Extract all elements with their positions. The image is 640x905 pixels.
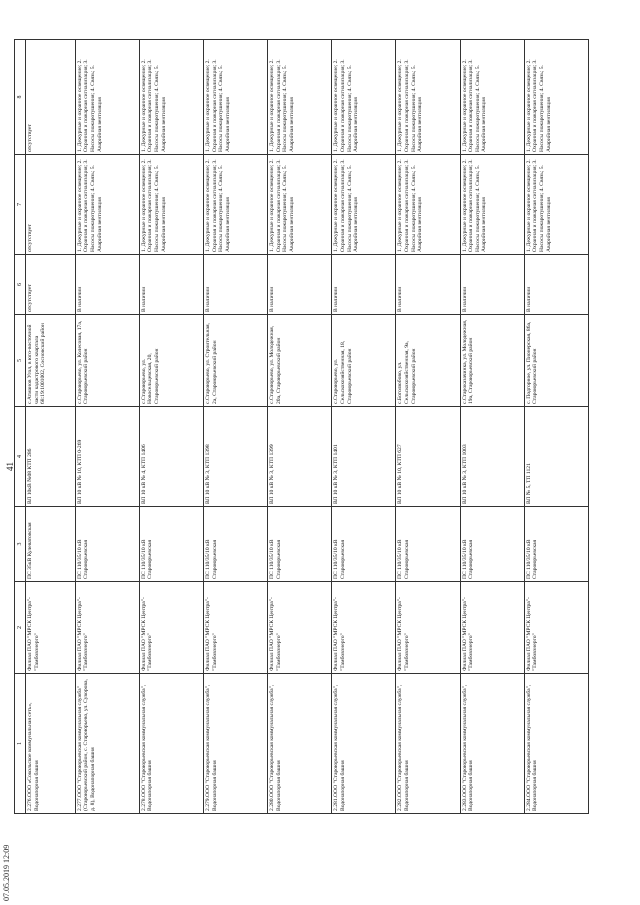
technological-load-cell: отсутствует (26, 40, 76, 155)
feeder-cell: ВЛ 10 кВ № 3, КТП 1401 (332, 407, 396, 507)
feeder-cell: ВЛ 10кВ №08 КТП 286 (26, 407, 76, 507)
table-row (75, 40, 139, 814)
address-cell: с.Староюрьево, ул. Колесовая, 17а, Староюрьевский район (75, 315, 139, 407)
feeder-cell: ВЛ 10 кВ № 10, КТП 0-269 (75, 407, 139, 507)
emergency-load-cell: 1. Дежурные и охранное освещение; 2. Охранная и пожарная сигнализация; 3. Насосы пожаротушения; 4. Связь; 5. Аварийная вентиляция (268, 155, 332, 255)
table-row (332, 40, 396, 814)
availability-cell: В наличии (396, 255, 460, 315)
emergency-load-cell: 1. Дежурные и охранное освещение; 2. Охранная и пожарная сигнализация; 3. Насосы пожаротушения; 4. Связь; 5. Аварийная вентиляция (396, 155, 460, 255)
technological-load-cell: 1. Дежурные и охранное освещение; 2. Охранная и пожарная сигнализация; 3. Насосы пожаротушения; 4. Связь; 5. Аварийная вентиляция (75, 40, 139, 155)
technological-load-cell: 1. Дежурные и охранное освещение; 2. Охранная и пожарная сигнализация; 3. Насосы пожаротушения; 4. Связь; 5. Аварийная вентиляция (524, 40, 588, 155)
column-number-row (15, 40, 26, 814)
emergency-load-cell: 1. Дежурные и охранное освещение; 2. Охранная и пожарная сигнализация; 3. Насосы пожаротушения; 4. Связь; 5. Аварийная вентиляция (332, 155, 396, 255)
substation-cell: ПС 110/35/10 кВ Староюрьевская (268, 507, 332, 582)
availability-cell: В наличии (268, 255, 332, 315)
table-row (460, 40, 524, 814)
column-number: 7 (15, 155, 26, 255)
network-org-cell: Филиал ПАО "МРСК Центра"-"Тамбовэнерго" (460, 582, 524, 674)
network-org-cell: Филиал ПАО "МРСК Центра"-"Тамбовэнерго" (139, 582, 203, 674)
substation-cell: ПС 35кВ Кулеватовская (26, 507, 76, 582)
address-cell: с.Староюрьево, ул. Сельскохозяйственная, 18, Староюрьевский район (332, 315, 396, 407)
technological-load-cell: 1. Дежурные и охранное освещение; 2. Охранная и пожарная сигнализация; 3. Насосы пожаротушения; 4. Связь; 5. Аварийная вентиляция (460, 40, 524, 155)
substation-cell: ПС 110/35/10 кВ Староюрьевская (524, 507, 588, 582)
data-table (14, 39, 589, 814)
availability-cell: В наличии (332, 255, 396, 315)
consumer-cell: 2.276.ООО «Сокольское коммунальная сеть», Водонапорная башня (26, 674, 76, 814)
feeder-cell: ВЛ 10 кВ № 10, КТП 627 (396, 407, 460, 507)
emergency-load-cell: 1. Дежурные и охранное освещение; 2. Охранная и пожарная сигнализация; 3. Насосы пожаротушения; 4. Связь; 5. Аварийная вентиляция (524, 155, 588, 255)
network-org-cell: Филиал ПАО "МРСК Центра"-"Тамбовэнерго" (26, 582, 76, 674)
consumer-cell: 2.284.ООО "Староюрьевская коммунальная служба", Водонапорная башня (524, 674, 588, 814)
consumer-cell: 2.280.ООО "Староюрьевская коммунальная служба", Водонапорная башня (268, 674, 332, 814)
table-row (524, 40, 588, 814)
consumer-cell: 2.277.ООО "Староюрьевская коммунальная служба" (Староюрьевский район, с. Староюрьево, ул. Суворова, д. 8), Водонапорная башня (75, 674, 139, 814)
feeder-cell: ВЛ 10 кВ № 3, КТП 1398 (204, 407, 268, 507)
column-number: 3 (15, 507, 26, 582)
emergency-load-cell: 1. Дежурные и охранное освещение; 2. Охранная и пожарная сигнализация; 3. Насосы пожаротушения; 4. Связь; 5. Аварийная вентиляция (75, 155, 139, 255)
network-org-cell: Филиал ПАО "МРСК Центра"-"Тамбовэнерго" (396, 582, 460, 674)
feeder-cell: ВЛ 10 кВ № 4, КТП 1406 (139, 407, 203, 507)
consumer-cell: 2.282.ООО "Староюрьевская коммунальная служба", Водонапорная башня (396, 674, 460, 814)
substation-cell: ПС 110/35/10 кВ Староюрьевская (75, 507, 139, 582)
table-row (139, 40, 203, 814)
emergency-load-cell: отсутствует (26, 155, 76, 255)
feeder-cell: ВЛ 10 кВ № 3, КТП 1003 (460, 407, 524, 507)
technological-load-cell: 1. Дежурные и охранное освещение; 2. Охранная и пожарная сигнализация; 3. Насосы пожаротушения; 4. Связь; 5. Аварийная вентиляция (396, 40, 460, 155)
network-org-cell: Филиал ПАО "МРСК Центра"-"Тамбовэнерго" (332, 582, 396, 674)
availability-cell: В наличии (524, 255, 588, 315)
column-number: 4 (15, 407, 26, 507)
substation-cell: ПС 110/35/10 кВ Староюрьевская (396, 507, 460, 582)
substation-cell: ПС 110/35/10 кВ Староюрьевская (332, 507, 396, 582)
network-org-cell: Филиал ПАО "МРСК Центра"-"Тамбовэнерго" (268, 582, 332, 674)
column-number: 6 (15, 255, 26, 315)
address-cell: с.Староюрьево, ул. Строительная, 2а, Староюрьевский район (204, 315, 268, 407)
consumer-cell: 2.279.ООО "Староюрьевская коммунальная служба", Водонапорная башня (204, 674, 268, 814)
availability-cell: В наличии (75, 255, 139, 315)
address-cell: с. Подгорное, ул. Пионерская, 86а, Староюрьевский район (524, 315, 588, 407)
availability-cell: отсутствует (26, 255, 76, 315)
table-row (204, 40, 268, 814)
availability-cell: В наличии (204, 255, 268, 315)
availability-cell: В наличии (139, 255, 203, 315)
table-row (396, 40, 460, 814)
rotated-document-page (0, 15, 640, 905)
consumer-cell: 2.281.ООО "Староюрьевская коммунальная служба", Водонапорная башня (332, 674, 396, 814)
column-number: 8 (15, 40, 26, 155)
address-cell: с.Староюрьево, ул. Молодежная, 20а, Староюрьевский район (268, 315, 332, 407)
emergency-load-cell: 1. Дежурные и охранное освещение; 2. Охранная и пожарная сигнализация; 3. Насосы пожаротушения; 4. Связь; 5. Аварийная вентиляция (204, 155, 268, 255)
consumer-cell: 2.278.ООО "Староюрьевская коммунальная служба", Водонапорная башня (139, 674, 203, 814)
table-row (26, 40, 76, 814)
substation-cell: ПС 110/35/10 кВ Староюрьевская (139, 507, 203, 582)
network-org-cell: Филиал ПАО "МРСК Центра"-"Тамбовэнерго" (75, 582, 139, 674)
technological-load-cell: 1. Дежурные и охранное освещение; 2. Охранная и пожарная сигнализация; 3. Насосы пожаротушения; 4. Связь; 5. Аварийная вентиляция (268, 40, 332, 155)
address-cell: с.Староказачинка, ул. Молодежная, 19а, Староюрьевский район (460, 315, 524, 407)
feeder-cell: ВЛ № 5, ТП 1121 (524, 407, 588, 507)
address-cell: с.Атманов Угол, в юго-восточной части кадастрового квартала 68:19:1001002, Сосновский район (26, 315, 76, 407)
network-org-cell: Филиал ПАО "МРСК Центра"-"Тамбовэнерго" (204, 582, 268, 674)
technological-load-cell: 1. Дежурные и охранное освещение; 2. Охранная и пожарная сигнализация; 3. Насосы пожаротушения; 4. Связь; 5. Аварийная вентиляция (332, 40, 396, 155)
emergency-load-cell: 1. Дежурные и охранное освещение; 2. Охранная и пожарная сигнализация; 3. Насосы пожаротушения; 4. Связь; 5. Аварийная вентиляция (139, 155, 203, 255)
technological-load-cell: 1. Дежурные и охранное освещение; 2. Охранная и пожарная сигнализация; 3. Насосы пожаротушения; 4. Связь; 5. Аварийная вентиляция (139, 40, 203, 155)
substation-cell: ПС 110/35/10 кВ Староюрьевская (204, 507, 268, 582)
address-cell: с.Боголюбово, ул. Сельскохозяйственная, 9а, Староюрьевский район (396, 315, 460, 407)
column-number: 1 (15, 674, 26, 814)
availability-cell: В наличии (460, 255, 524, 315)
substation-cell: ПС 110/35/10 кВ Староюрьевская (460, 507, 524, 582)
network-org-cell: Филиал ПАО "МРСК Центра"-"Тамбовэнерго" (524, 582, 588, 674)
column-number: 5 (15, 315, 26, 407)
technological-load-cell: 1. Дежурные и охранное освещение; 2. Охранная и пожарная сигнализация; 3. Насосы пожаротушения; 4. Связь; 5. Аварийная вентиляция (204, 40, 268, 155)
table-row (268, 40, 332, 814)
column-number: 2 (15, 582, 26, 674)
emergency-load-cell: 1. Дежурные и охранное освещение; 2. Охранная и пожарная сигнализация; 3. Насосы пожаротушения; 4. Связь; 5. Аварийная вентиляция (460, 155, 524, 255)
page-number: 41 (5, 462, 15, 471)
address-cell: с.Староюрьево, ул. Новосельцевская, 20, Староюрьевский район (139, 315, 203, 407)
feeder-cell: ВЛ 10 кВ № 3, КТП 1399 (268, 407, 332, 507)
consumer-cell: 2.283.ООО "Староюрьевская коммунальная служба", Водонапорная башня (460, 674, 524, 814)
print-datestamp: 07.05.2019 12:09 (2, 844, 11, 901)
